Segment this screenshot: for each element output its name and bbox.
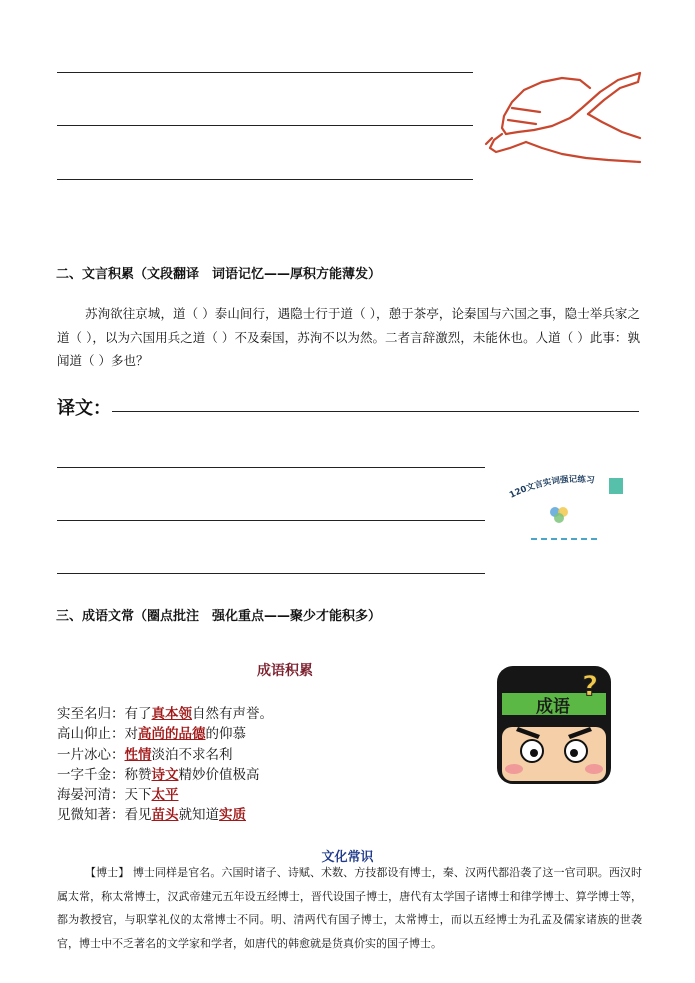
- idiom-name: 海晏河清：: [57, 787, 125, 804]
- translation-line[interactable]: [112, 411, 639, 412]
- svg-text:?: ?: [582, 669, 599, 702]
- badge-dot-icon: [554, 513, 564, 523]
- writing-line-5[interactable]: [57, 520, 485, 521]
- idiom-text: 淡泊不求名利: [151, 746, 233, 763]
- idiom-text: 的仰慕: [205, 726, 246, 743]
- idiom-item: [57, 785, 273, 805]
- writing-line-4[interactable]: [57, 467, 485, 468]
- idiom-text: 称赞: [124, 766, 152, 783]
- idiom-highlight: 苗头: [151, 807, 179, 824]
- chengyu-icon-text: 成语: [536, 697, 570, 717]
- translation-label: 译文：: [57, 398, 111, 419]
- culture-text: 【博士】 博士同样是官名。六国时诸子、诗赋、术数、方技都设有博士，秦、汉两代都沿袭了这一官司职。西汉时属太常，称太常博士，汉武帝建元五年设五经博士，晋代设国子博士，唐代有太学国子诸博士和律学博士、算学博士等，都为教授官，与职掌礼仪的太常博士不同。明、清两代有国子博士，太常博士，而以五经博士为孔孟及儒家诸族的世袭官，博士中不乏著名的文学家和学者，如唐代的韩愈就是货真价实的国子博士。: [57, 866, 642, 950]
- idiom-name: 一片冰心：: [57, 746, 125, 763]
- idiom-text: 看见: [124, 807, 152, 824]
- hand-writing-icon: [482, 68, 644, 164]
- writing-line-6[interactable]: [57, 573, 485, 574]
- idiom-highlight: 实质: [219, 807, 246, 824]
- idiom-highlight: 真本领: [151, 706, 192, 722]
- badge-text: 120文言实词强记练习: [508, 474, 596, 501]
- idiom-name: 高山仰止：: [57, 726, 125, 743]
- idiom-highlight: 性情: [124, 746, 152, 763]
- idiom-item: [57, 805, 273, 825]
- section3-heading: 三、成语文常（圈点批注 强化重点——聚少才能积多）: [56, 609, 382, 624]
- writing-line-2[interactable]: [57, 125, 473, 126]
- writing-line-1[interactable]: [57, 72, 473, 73]
- idiom-name: 一字千金：: [57, 766, 125, 783]
- idiom-text: 对: [124, 726, 138, 743]
- section2-heading: 二、文言积累（文段翻译 词语记忆——厚积方能薄发）: [56, 267, 382, 282]
- idiom-text: 精妙价值极高: [178, 766, 260, 783]
- idiom-name: 见微知著：: [57, 807, 125, 824]
- badge-building-icon: [609, 478, 623, 494]
- svg-text:120文言实词强记练习: [508, 474, 595, 501]
- classical-passage: 苏洵欲往京城，道（ ）泰山间行，遇隐士行于道（ ），憩于茶亭，论秦国与六国之事，隐士举兵家之道（ ），以为六国用兵之道（ ）不及秦国，苏洵不以为然。二者言辞激烈，未能休也。人道（ ）此事：孰闻道（ ）多也？: [57, 306, 640, 368]
- idiom-text: 自然有声誉。: [192, 706, 273, 722]
- idiom-highlight: 诗文: [151, 766, 179, 783]
- idiom-item: [57, 745, 273, 765]
- idiom-item: [57, 765, 273, 785]
- idiom-item: [57, 704, 273, 724]
- idiom-item: [57, 724, 273, 744]
- idiom-highlight: 太平: [151, 787, 179, 804]
- chengyu-cartoon-icon: [496, 665, 612, 785]
- idiom-list: [57, 704, 273, 826]
- culture-title: 文化常识: [321, 850, 374, 865]
- idiom-text: 有了: [124, 706, 152, 722]
- idiom-name: 实至名归：: [57, 706, 125, 722]
- vocabulary-badge: [505, 468, 627, 544]
- idiom-text: 就知道: [178, 807, 219, 824]
- writing-line-3[interactable]: [57, 179, 473, 180]
- idiom-text: 天下: [124, 787, 152, 804]
- chengyu-title: 成语积累: [257, 663, 313, 679]
- idiom-highlight: 高尚的品德: [138, 726, 206, 743]
